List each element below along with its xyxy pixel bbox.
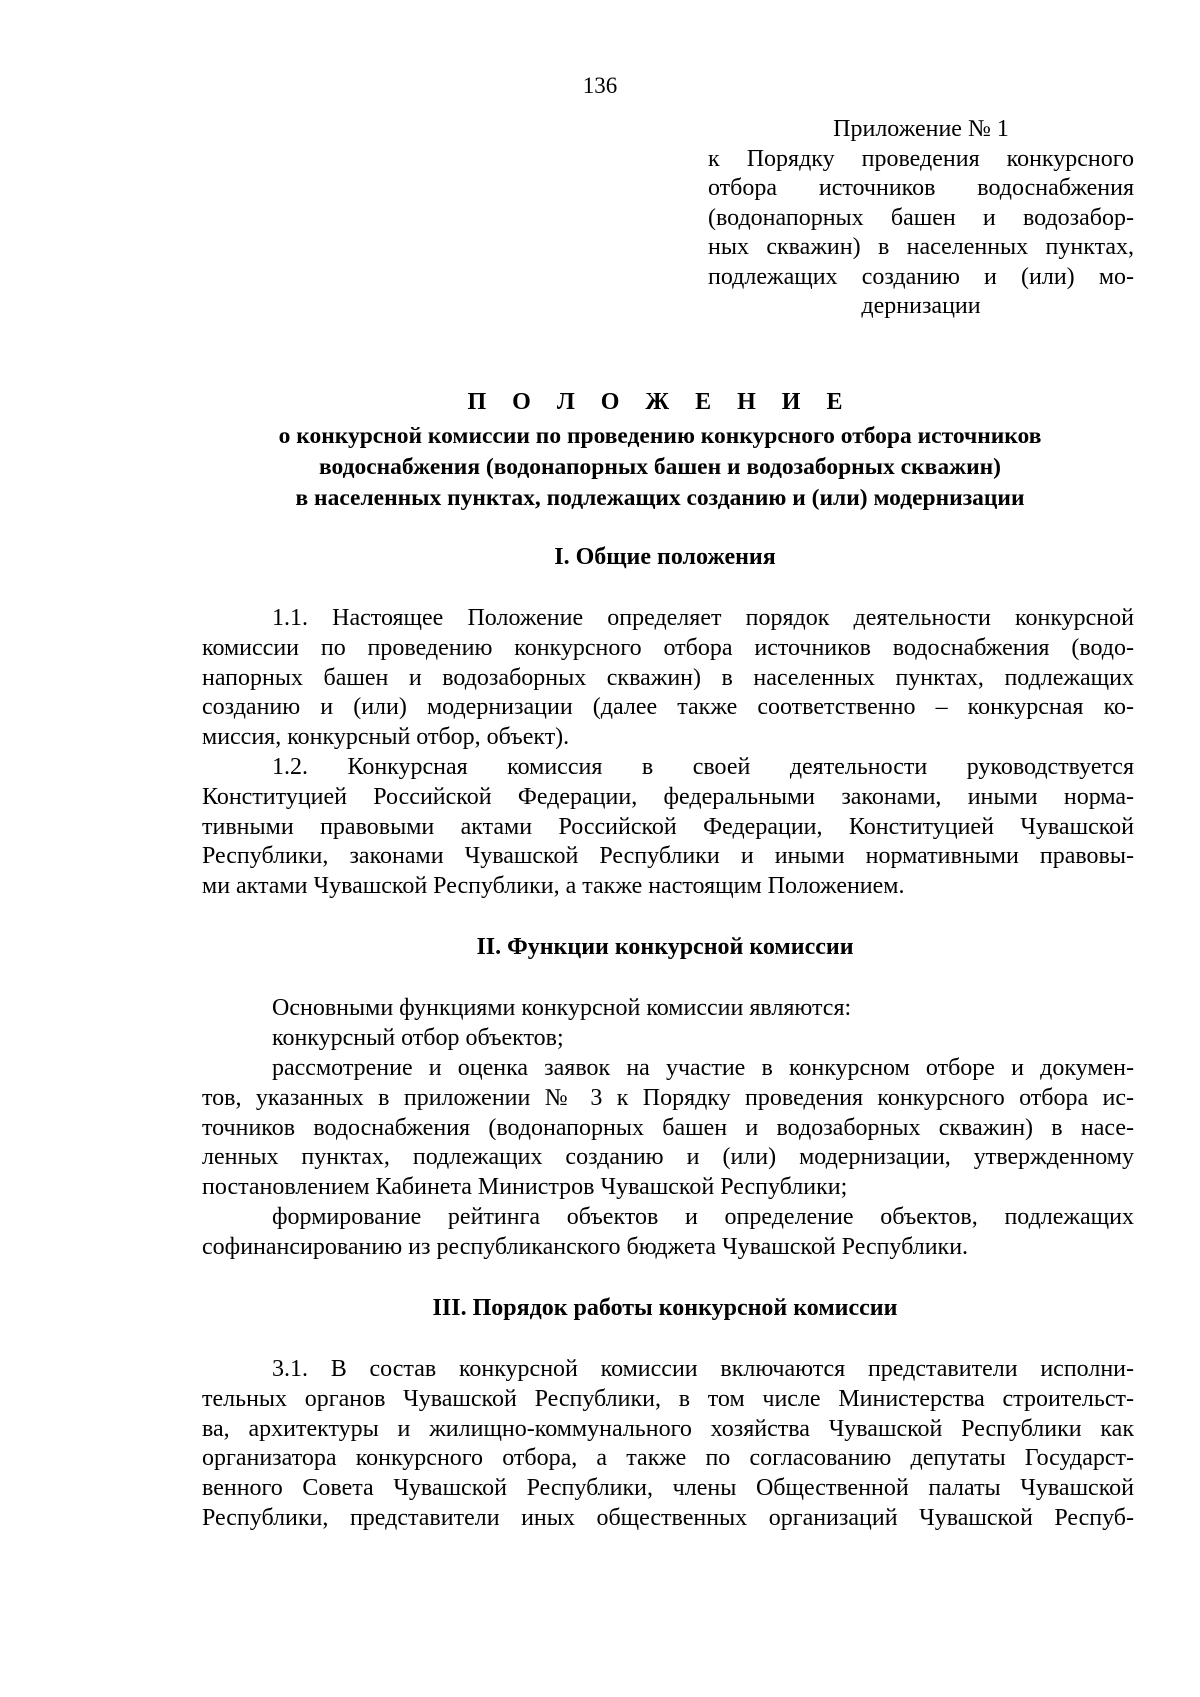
document-title: П О Л О Ж Е Н И Е	[467, 389, 853, 415]
text-line: 1.1. Настоящее Положение определяет порядок деятельности конкурсной	[272, 605, 1134, 631]
text-line: венного Совета Чувашской Республики, члены Общественной палаты Чувашской	[202, 1475, 1134, 1502]
text-line: 1.2. Конкурсная комиссия в своей деятельности руководствуется	[272, 754, 1134, 780]
text-line: организатора конкурсного отбора, а также по согласованию депутаты Государст-	[202, 1445, 1134, 1472]
paragraph-function-selection	[202, 1024, 1134, 1054]
text-line: Республики, представители иных общественных организаций Чувашской Респуб-	[202, 1504, 1134, 1531]
text-line: конкурсный отбор объектов;	[272, 1025, 564, 1051]
appendix-line: отбора источников водоснабжения	[708, 175, 1134, 201]
appendix-line: подлежащих созданию и (или) мо-	[708, 263, 1134, 290]
subtitle-line: о конкурсной комиссии по проведению конкурсного отбора источников	[278, 423, 1042, 449]
text-line: ленных пунктах, подлежащих созданию и (или) модернизации, утвержденному	[202, 1144, 1134, 1171]
appendix-line: дернизации	[861, 293, 981, 319]
paragraph-function-rating	[202, 1203, 1134, 1263]
section-heading-general: I. Общие положения	[554, 544, 776, 570]
text-line: комиссии по проведению конкурсного отбора источников водоснабжения (водо-	[202, 634, 1134, 661]
text-line: 3.1. В состав конкурсной комиссии включаются представители исполни-	[272, 1356, 1134, 1382]
appendix-block	[708, 115, 1134, 322]
text-line: тов, указанных в приложении № 3 к Порядку проведения конкурсного отбора ис-	[202, 1084, 1134, 1111]
paragraph-function-review	[202, 1054, 1134, 1203]
text-line: миссия, конкурсный отбор, объект).	[202, 724, 570, 751]
paragraph-3-1	[202, 1355, 1134, 1534]
document-subtitle	[200, 421, 1120, 514]
appendix-line: (водонапорных башен и водозабор-	[708, 204, 1134, 231]
subtitle-line: водоснабжения (водонапорных башен и водозаборных скважин)	[318, 454, 1002, 480]
appendix-line: к Порядку проведения конкурсного	[708, 145, 1134, 172]
text-line: напорных башен и водозаборных скважин) в населенных пунктах, подлежащих	[202, 664, 1134, 691]
text-line: рассмотрение и оценка заявок на участие в конкурсном отборе и докумен-	[272, 1055, 1134, 1081]
paragraph-1-2	[202, 753, 1134, 902]
text-line: Республики, законами Чувашской Республики и иными нормативными правовы-	[202, 843, 1134, 870]
text-line: ва, архитектуры и жилищно-коммунального хозяйства Чувашской Республики как	[202, 1415, 1134, 1442]
paragraph-functions-intro	[202, 994, 1134, 1024]
page-number: 136	[582, 73, 618, 98]
section-heading-functions: II. Функции конкурсной комиссии	[476, 934, 854, 960]
subtitle-line: в населенных пунктах, подлежащих созданию и (или) модернизации	[295, 485, 1025, 511]
text-line: точников водоснабжения (водонапорных башен и водозаборных скважин) в насе-	[202, 1114, 1134, 1141]
appendix-title: Приложение № 1	[833, 116, 1009, 142]
appendix-line: ных скважин) в населенных пунктах,	[708, 234, 1134, 260]
text-line: тивными правовыми актами Российской Федерации, Конституцией Чувашской	[202, 813, 1134, 840]
paragraph-1-1	[202, 604, 1134, 753]
text-line: Основными функциями конкурсной комиссии являются:	[272, 995, 852, 1021]
text-line: Конституцией Российской Федерации, федеральными законами, иными норма-	[202, 783, 1134, 810]
text-line: тельных органов Чувашской Республики, в том числе Министерства строительст-	[202, 1385, 1134, 1412]
text-line: постановлением Кабинета Министров Чувашской Республики;	[202, 1174, 848, 1201]
text-line: софинансированию из республиканского бюджета Чувашской Республики.	[202, 1233, 969, 1260]
section-heading-procedure: III. Порядок работы конкурсной комиссии	[432, 1295, 898, 1321]
text-line: формирование рейтинга объектов и определение объектов, подлежащих	[272, 1204, 1134, 1230]
text-line: ми актами Чувашской Республики, а также настоящим Положением.	[202, 873, 905, 900]
text-line: созданию и (или) модернизации (далее также соответственно – конкурсная ко-	[202, 694, 1134, 721]
